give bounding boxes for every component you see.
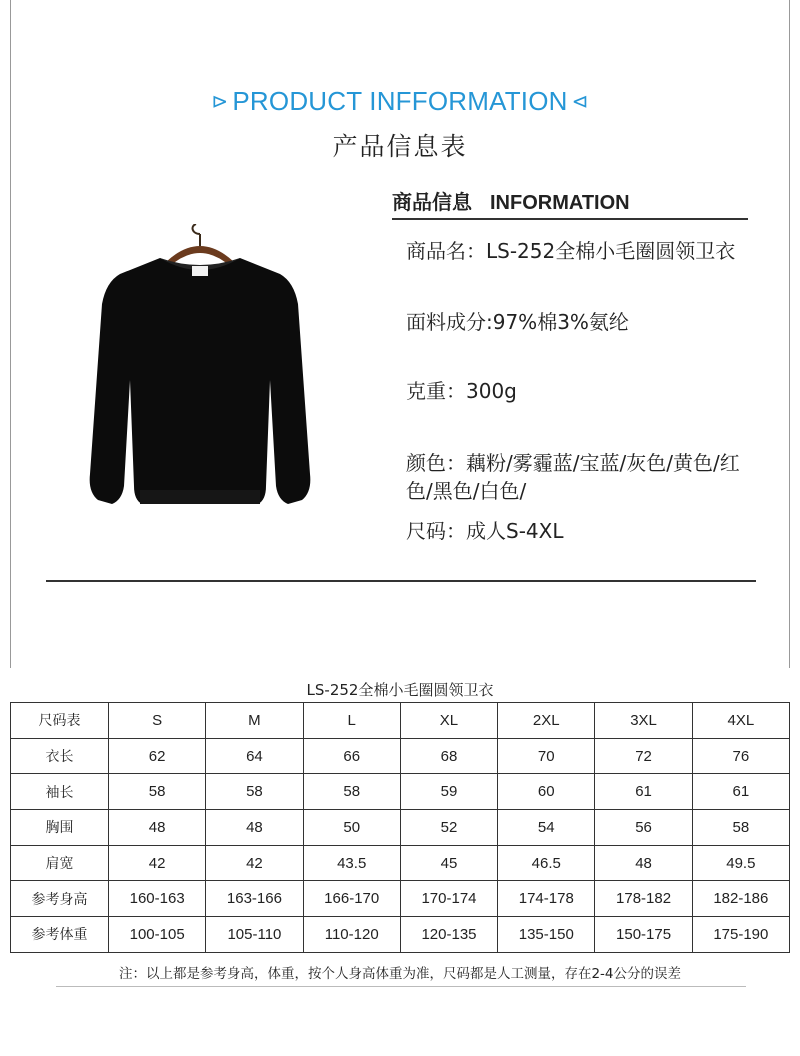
table-cell: 3XL [595,703,692,739]
table-cell: 43.5 [303,845,400,881]
table-cell: 2XL [498,703,595,739]
table-row [11,774,790,810]
table-cell: 68 [400,738,497,774]
table-cell: 58 [303,774,400,810]
measurement-note: 注：以上都是参考身高，体重，按个人身高体重为准，尺码都是人工测量，存在2-4公分的误差 [118,966,682,982]
table-cell: 100-105 [109,917,206,953]
title-en-text: PRODUCT INFFORMATION [232,86,568,116]
table-cell: S [109,703,206,739]
table-cell: 49.5 [692,845,789,881]
table-cell: 70 [498,738,595,774]
table-cell: 54 [498,810,595,846]
page-header [0,86,800,163]
table-cell: 178-182 [595,881,692,917]
table-cell: 58 [692,810,789,846]
fabric-composition: 面料成分:97%棉3%氨纶 [406,310,629,334]
size-table-title: LS-252全棉小毛圈圆领卫衣 [306,681,494,699]
table-header-row [11,703,790,739]
table-cell: 76 [692,738,789,774]
row-label-cell: 衣长 [11,738,109,774]
table-cell: 48 [595,845,692,881]
size-table-body [11,703,790,953]
table-cell: 56 [595,810,692,846]
product-image [80,224,320,514]
row-label-cell: 肩宽 [11,845,109,881]
title-cn: 产品信息表 [332,132,468,161]
table-cell: 64 [206,738,303,774]
table-row [11,881,790,917]
table-cell: 59 [400,774,497,810]
table-cell: 46.5 [498,845,595,881]
note-underline [56,986,746,987]
table-cell: 163-166 [206,881,303,917]
table-cell: 105-110 [206,917,303,953]
table-cell: 62 [109,738,206,774]
table-cell: 4XL [692,703,789,739]
row-label-cell: 袖长 [11,774,109,810]
product-name: 商品名：LS-252全棉小毛圈圆领卫衣 [406,239,736,263]
table-cell: 48 [109,810,206,846]
info-heading [392,186,748,220]
row-label-cell: 参考身高 [11,881,109,917]
table-cell: 42 [206,845,303,881]
title-en [211,86,588,117]
table-cell: 166-170 [303,881,400,917]
table-cell: 66 [303,738,400,774]
table-cell: 72 [595,738,692,774]
table-row [11,845,790,881]
triangle-left-icon: ⊲ [571,90,589,113]
table-cell: 52 [400,810,497,846]
table-cell: 174-178 [498,881,595,917]
table-cell: 150-175 [595,917,692,953]
table-cell: 160-163 [109,881,206,917]
size-table [10,702,790,953]
section-divider [46,580,756,582]
table-cell: 175-190 [692,917,789,953]
sweatshirt-icon [80,224,320,514]
table-cell: 135-150 [498,917,595,953]
table-cell: L [303,703,400,739]
row-label-cell: 参考体重 [11,917,109,953]
table-cell: 182-186 [692,881,789,917]
color-options: 颜色：藕粉/雾霾蓝/宝蓝/灰色/黄色/红色/黑色/白色/ [406,451,740,503]
triangle-right-icon: ⊳ [211,90,229,113]
table-cell: M [206,703,303,739]
table-cell: 170-174 [400,881,497,917]
table-row [11,738,790,774]
table-cell: 60 [498,774,595,810]
table-cell: 58 [109,774,206,810]
table-cell: 61 [595,774,692,810]
table-cell: 45 [400,845,497,881]
table-cell: 50 [303,810,400,846]
info-heading-en: INFORMATION [490,192,630,214]
table-cell: 48 [206,810,303,846]
info-heading-cn: 商品信息 [392,192,472,214]
table-cell: 110-120 [303,917,400,953]
size-range: 尺码：成人S-4XL [406,519,564,543]
fabric-weight: 克重：300g [406,379,517,403]
table-row [11,917,790,953]
table-cell: 42 [109,845,206,881]
row-label-cell: 胸围 [11,810,109,846]
table-cell: XL [400,703,497,739]
table-cell: 58 [206,774,303,810]
row-label-cell: 尺码表 [11,703,109,739]
table-cell: 61 [692,774,789,810]
table-cell: 120-135 [400,917,497,953]
table-row [11,810,790,846]
